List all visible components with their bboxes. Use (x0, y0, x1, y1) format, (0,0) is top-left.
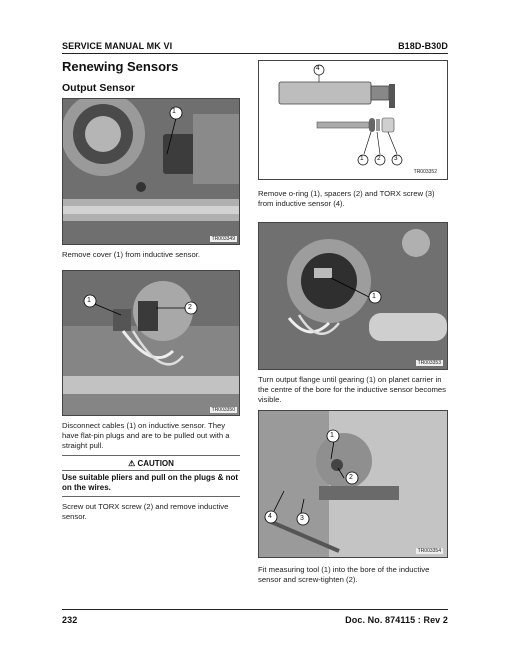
header-rule (62, 53, 448, 54)
caution-label: CAUTION (137, 459, 174, 468)
figure-3-ref: TR003352 (413, 169, 437, 175)
caution-top-rule (62, 455, 240, 456)
caution-bottom-rule (62, 496, 240, 497)
figure-5-photo (258, 410, 448, 558)
caution-text: Use suitable pliers and pull on the plugs & not on the wires. (62, 473, 239, 492)
figure-1-callout-1: 1 (172, 108, 176, 115)
figure-3-callout-1: 1 (360, 155, 364, 162)
warning-icon: ⚠ (128, 459, 136, 468)
header-left: SERVICE MANUAL MK VI (62, 41, 173, 51)
figure-5-callout-3: 3 (300, 515, 304, 522)
caution-heading (62, 459, 240, 468)
figure-3-caption: Remove o-ring (1), spacers (2) and TORX screw (3) from inductive sensor (4). (258, 189, 435, 209)
figure-5-ref: TR003354 (417, 548, 441, 554)
section-title: Renewing Sensors (62, 59, 179, 74)
figure-5-callout-1: 1 (330, 432, 334, 439)
figure-3-drawing (258, 60, 448, 180)
figure-1-ref: TR003349 (211, 236, 235, 242)
figure-1-photo (62, 98, 240, 245)
figure-2-ref: TR003350 (211, 407, 235, 413)
figure-3-callout-4: 4 (316, 65, 320, 72)
figure-2-caption: Disconnect cables (1) on inductive sensor. They have flat-pin plugs and are to be pulled out with a straight pull. (62, 421, 230, 451)
figure-4-caption: Turn output flange until gearing (1) on planet carrier in the centre of the bore for the inductive sensor becomes visible. (258, 375, 447, 405)
figure-3-callout-3: 3 (394, 155, 398, 162)
step-text: Screw out TORX screw (2) and remove inductive sensor. (62, 502, 229, 522)
section-subtitle: Output Sensor (62, 82, 135, 94)
caution-mid-rule (62, 470, 240, 471)
figure-1-caption: Remove cover (1) from inductive sensor. (62, 250, 200, 259)
figure-2-callout-2: 2 (188, 304, 192, 311)
figure-4-photo (258, 222, 448, 370)
figure-5-caption: Fit measuring tool (1) into the bore of the inductive sensor and screw-tighten (2). (258, 565, 430, 585)
figure-3-callout-2: 2 (377, 155, 381, 162)
figure-4-callout-1: 1 (372, 293, 376, 300)
figure-2-callout-1: 1 (87, 297, 91, 304)
figure-2-photo (62, 270, 240, 416)
footer-doc-number: Doc. No. 874115 : Rev 2 (345, 615, 448, 625)
figure-5-callout-2: 2 (349, 474, 353, 481)
footer-page-number: 232 (62, 615, 78, 625)
header-right: B18D-B30D (398, 41, 448, 51)
footer-rule (62, 609, 448, 610)
figure-4-ref: TR003353 (417, 360, 441, 366)
figure-5-callout-4: 4 (268, 513, 272, 520)
